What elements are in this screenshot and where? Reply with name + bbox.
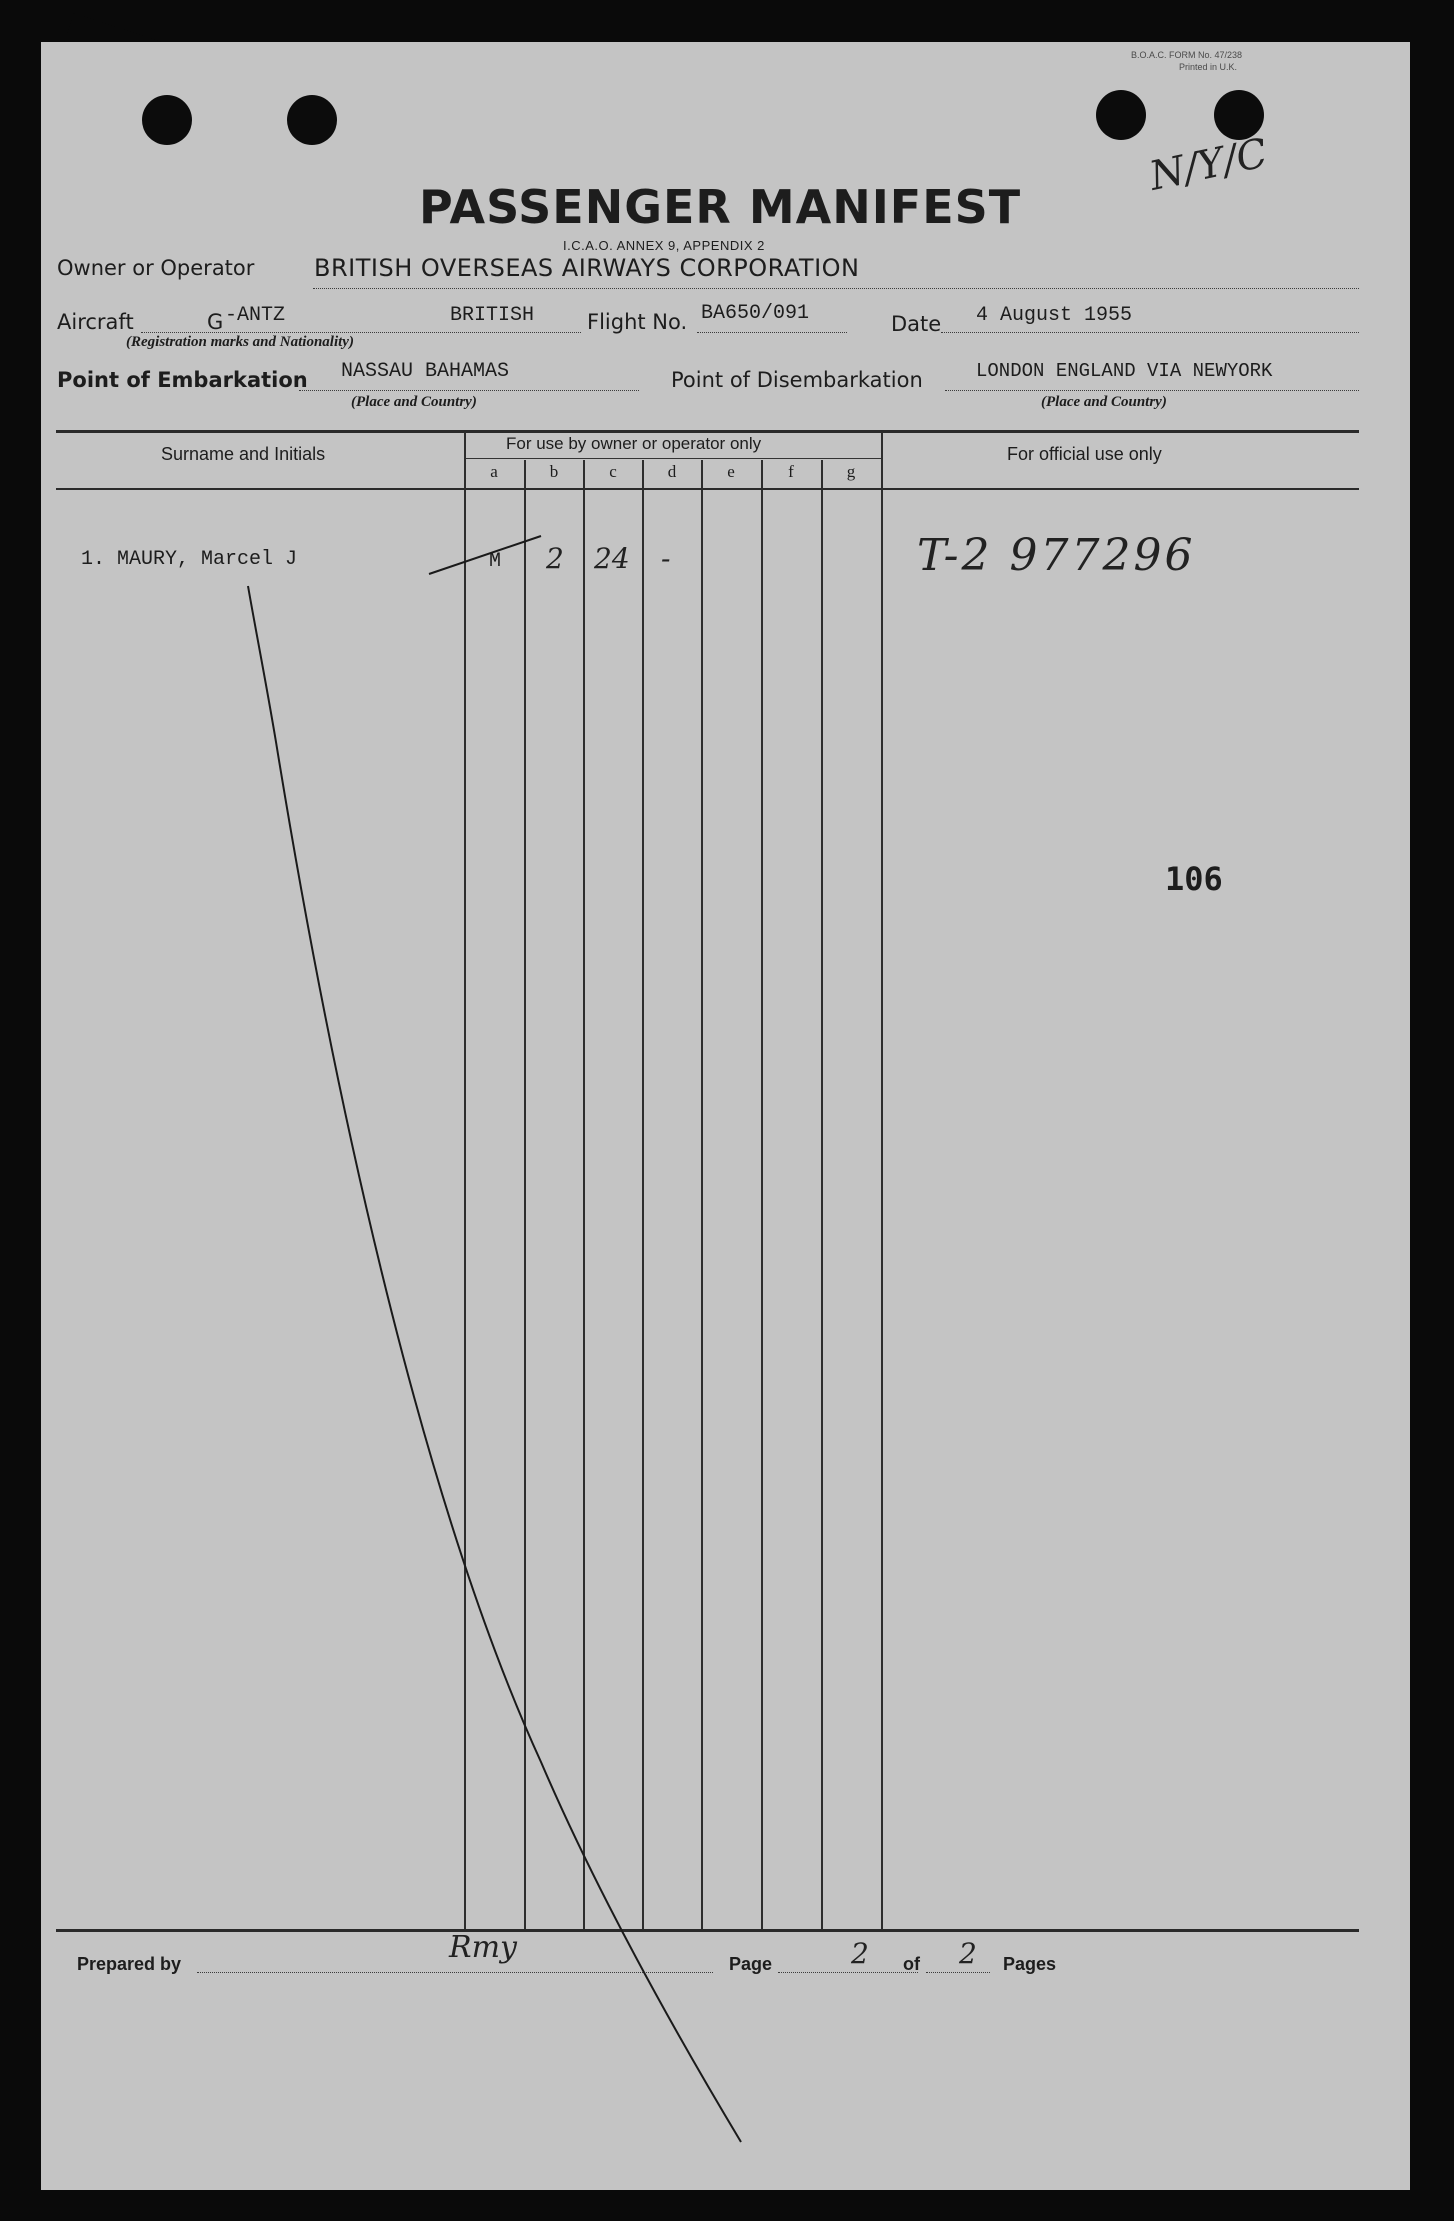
passenger-name: 1. MAURY, Marcel J xyxy=(81,548,298,571)
date-label: Date xyxy=(891,312,942,336)
page-current: 2 xyxy=(851,1937,869,1970)
aircraft-caption: (Registration marks and Nationality) xyxy=(126,334,354,350)
strike-through-a xyxy=(429,536,541,574)
page-subtitle: I.C.A.O. ANNEX 9, APPENDIX 2 xyxy=(563,238,765,253)
embarkation-value: NASSAU BAHAMAS xyxy=(341,360,510,383)
owner-label: Owner or Operator xyxy=(57,256,255,280)
aircraft-registration: -ANTZ xyxy=(225,304,286,327)
prepared-by-initials: Rmy xyxy=(449,1930,517,1965)
owner-value: BRITISH OVERSEAS AIRWAYS CORPORATION xyxy=(314,254,860,282)
cell-a-sex: M xyxy=(489,550,502,573)
column-letter-c: c xyxy=(609,462,617,481)
column-header-name: Surname and Initials xyxy=(161,444,326,464)
page-total: 2 xyxy=(959,1937,977,1970)
column-letter-f: f xyxy=(788,462,794,481)
aircraft-nationality: BRITISH xyxy=(450,304,535,327)
column-letter-a: a xyxy=(490,462,498,481)
prepared-by-label: Prepared by xyxy=(77,1954,182,1974)
cell-b: 2 xyxy=(546,542,564,575)
aircraft-prefix: G xyxy=(207,310,224,334)
diagonal-pen-stroke xyxy=(248,586,741,2142)
pen-strokes xyxy=(41,42,1410,2190)
column-letter-d: d xyxy=(667,462,677,481)
flight-number: BA650/091 xyxy=(701,302,810,325)
column-letter-g: g xyxy=(846,462,856,481)
date-value: 4 August 1955 xyxy=(976,304,1133,327)
page-label: Page xyxy=(729,1954,773,1974)
form-number: B.O.A.C. FORM No. 47/238 xyxy=(1131,50,1243,60)
flight-label: Flight No. xyxy=(587,310,688,334)
pages-label: Pages xyxy=(1003,1954,1057,1974)
column-letter-b: b xyxy=(549,462,559,481)
column-letter-e: e xyxy=(727,462,735,481)
cell-d: - xyxy=(661,542,671,575)
manifest-sheet xyxy=(41,42,1410,2190)
column-header-operator: For use by owner or operator only xyxy=(506,434,762,453)
aircraft-label: Aircraft xyxy=(57,310,134,334)
disembarkation-caption: (Place and Country) xyxy=(1041,394,1167,410)
column-header-official: For official use only xyxy=(1007,444,1162,464)
handwritten-note: N/Y/C xyxy=(1145,130,1272,200)
stamp-number: 106 xyxy=(1165,860,1223,898)
of-label: of xyxy=(903,1954,920,1974)
disembarkation-value: LONDON ENGLAND VIA NEWYORK xyxy=(976,360,1273,382)
page-title: PASSENGER MANIFEST xyxy=(419,180,1022,234)
printed-in: Printed in U.K. xyxy=(1179,62,1238,72)
cell-c: 24 xyxy=(594,542,630,575)
disembarkation-label: Point of Disembarkation xyxy=(671,368,923,392)
embarkation-label: Point of Embarkation xyxy=(57,368,308,392)
official-number: T-2 977296 xyxy=(917,530,1196,581)
embarkation-caption: (Place and Country) xyxy=(351,394,477,410)
